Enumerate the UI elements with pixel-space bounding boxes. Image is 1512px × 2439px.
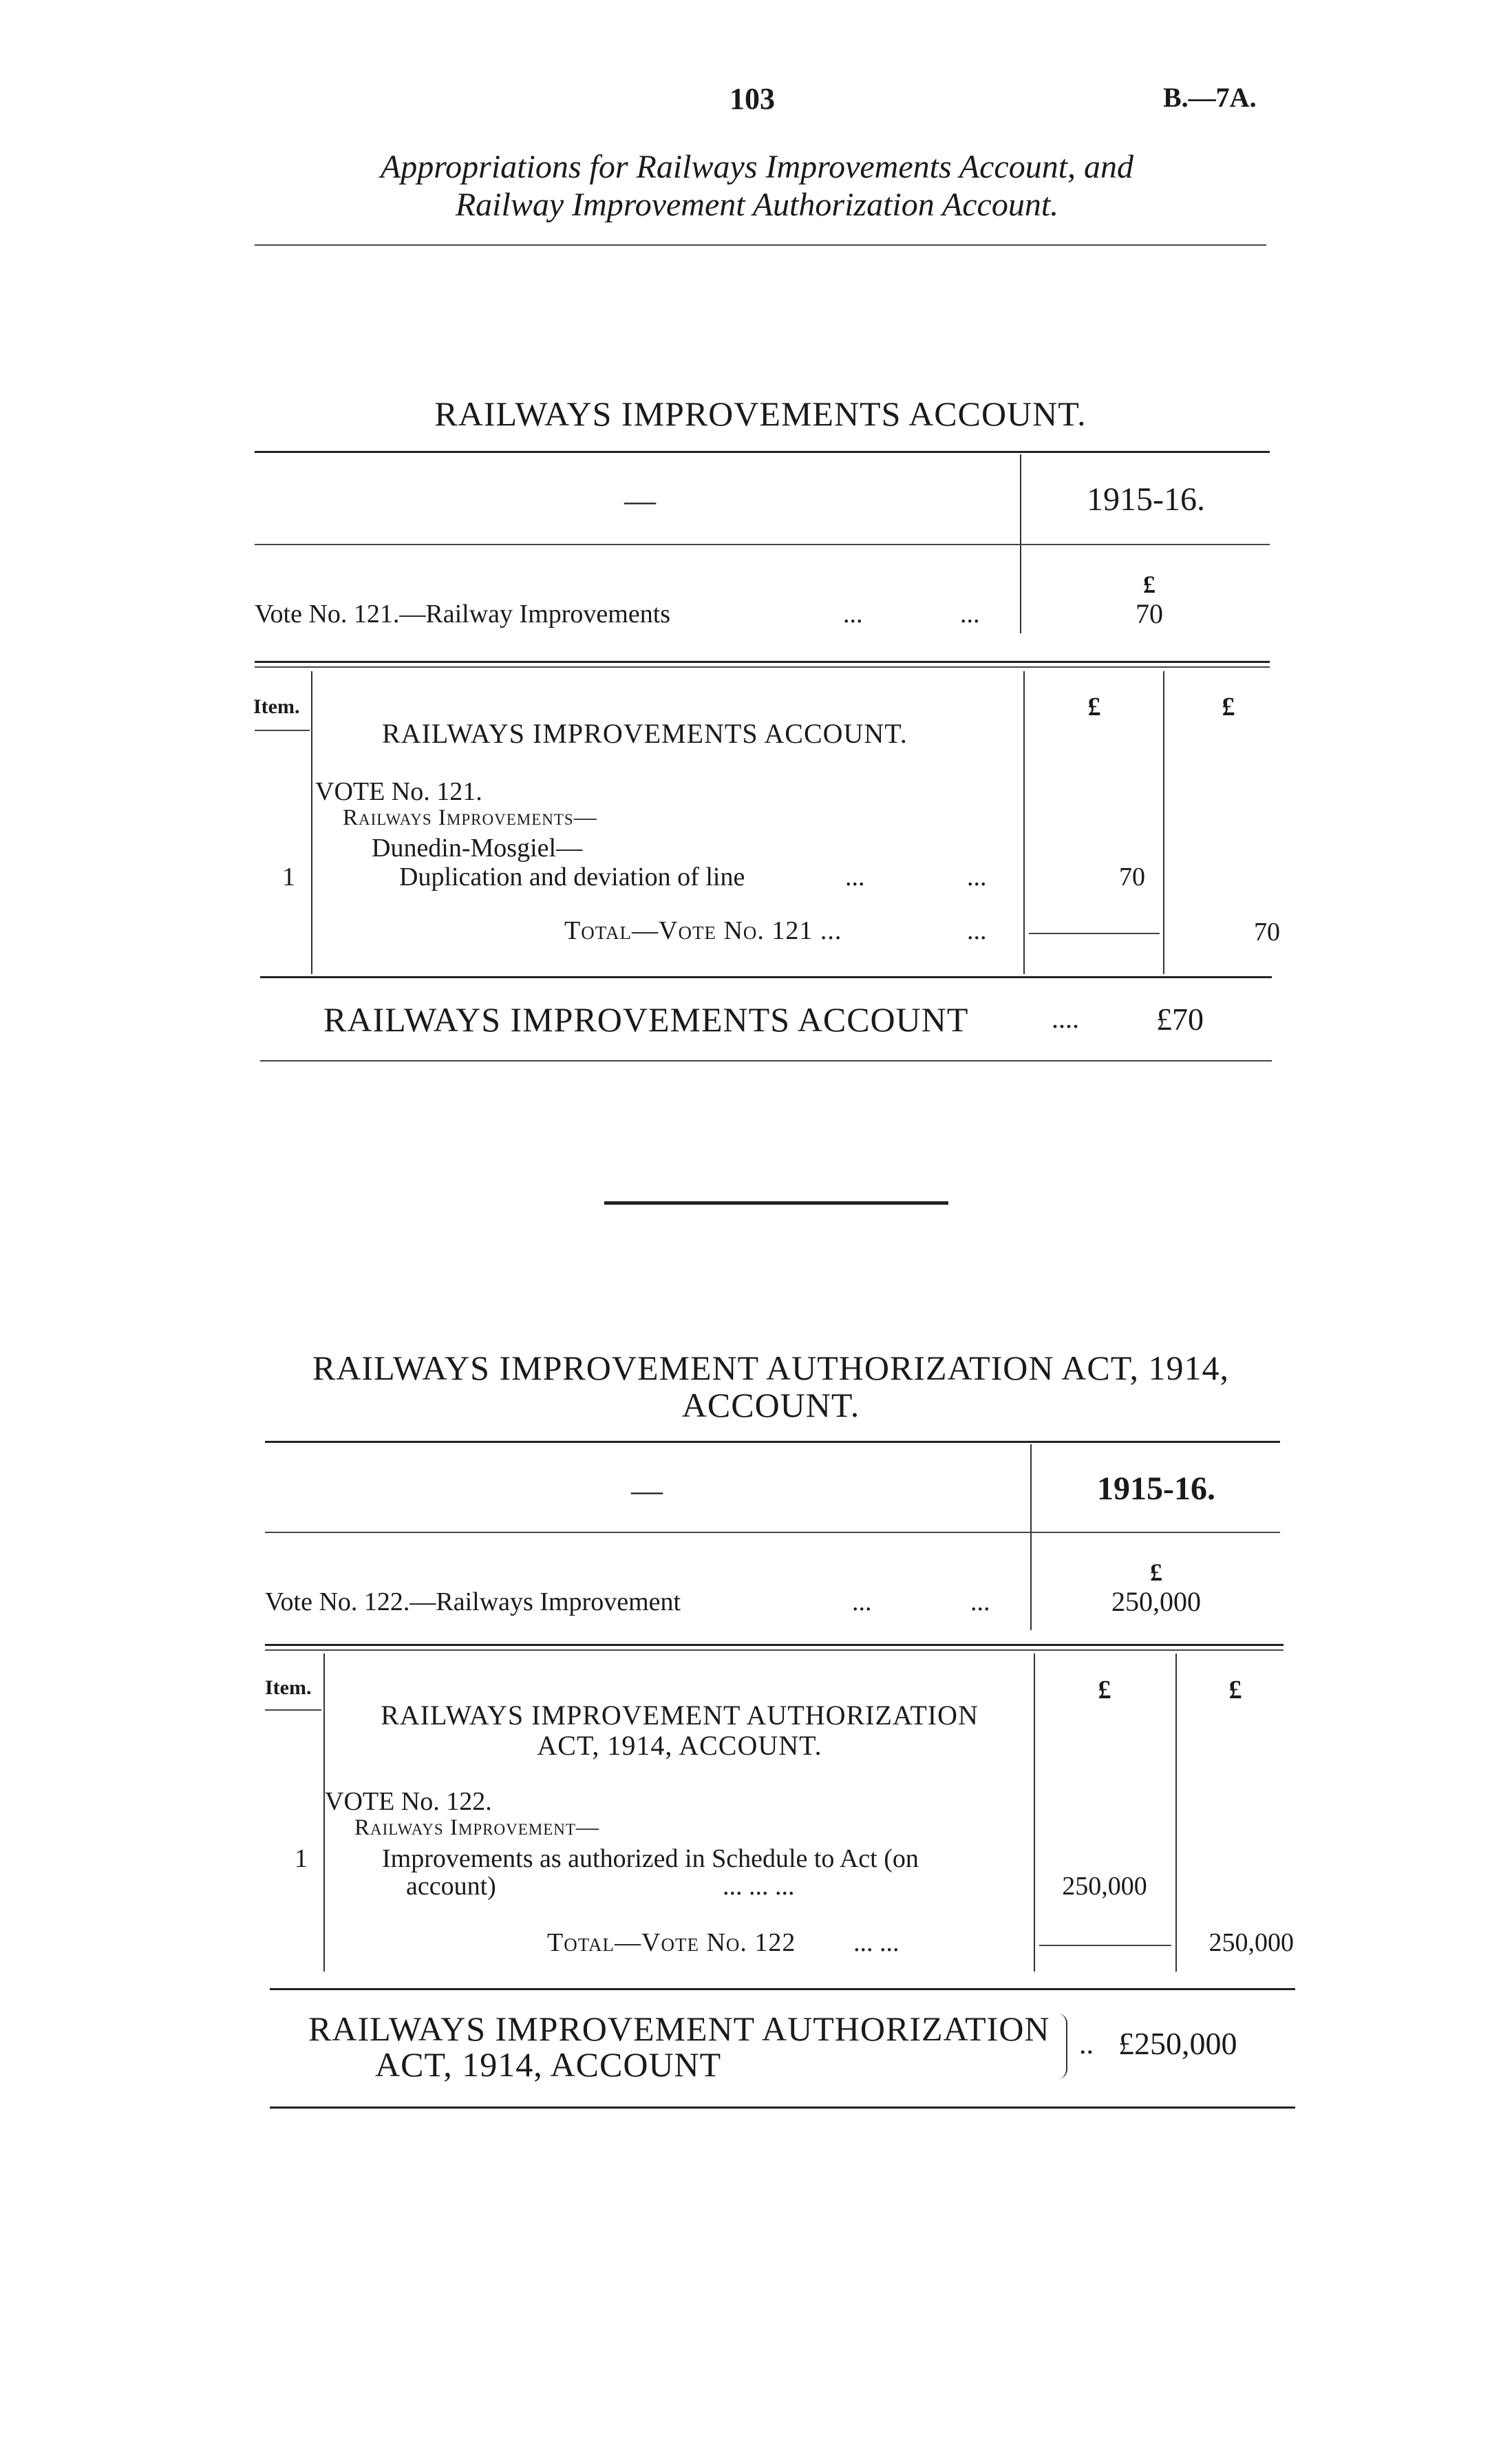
section2-item-description-line1: Improvements as authorized in Schedule to Act (on [382, 1844, 919, 1873]
section1-item-value: 70 [1119, 863, 1145, 891]
section1-total-label: Total—Vote No. 121 ... [564, 916, 842, 945]
section1-summary-year: 1915-16. [1087, 481, 1205, 518]
section2-amount-column-rule-2 [1175, 1654, 1177, 1972]
section1-summary-value: 70 [1136, 598, 1163, 629]
section1-place: Dunedin-Mosgiel— [372, 834, 583, 863]
section1-summary-top-rule [255, 451, 1270, 453]
section2-heading-line2: ACCOUNT. [681, 1386, 860, 1424]
section2-pound-col2: £ [1228, 1676, 1242, 1704]
section2-vote-title: VOTE No. 122. [325, 1787, 492, 1816]
section2-summary-year: 1915-16. [1097, 1470, 1215, 1507]
section2-footer-label-line1: RAILWAYS IMPROVEMENT AUTHORIZATION [308, 2009, 1050, 2048]
section2-summary-header-rule [265, 1532, 1280, 1533]
section2-item-header-underline [265, 1709, 321, 1711]
section2-footer-top-rule [270, 1988, 1295, 1990]
section1-amount-column-rule-2 [1163, 671, 1164, 974]
section1-amount-column-rule-1 [1023, 671, 1025, 974]
section2-total-label: Total—Vote No. 122 [547, 1928, 796, 1957]
section1-summary-header-rule [255, 544, 1270, 545]
section1-heading: RAILWAYS IMPROVEMENTS ACCOUNT. [434, 394, 1087, 433]
section1-item-description: Duplication and deviation of line [399, 863, 745, 891]
document-reference: B.—7A. [1163, 82, 1257, 113]
section1-pound-col1: £ [1087, 693, 1101, 721]
section2-detail-account-title-line1: RAILWAYS IMPROVEMENT AUTHORIZATION [381, 1700, 979, 1731]
section2-summary-dots2: ... [970, 1587, 990, 1616]
section1-summary-dots1: ... [843, 600, 863, 629]
section2-item-number: 1 [295, 1844, 308, 1873]
section1-total-rule [1029, 933, 1160, 934]
section2-total-value: 250,000 [1208, 1928, 1294, 1957]
section1-detail-top-rule-2 [255, 666, 1270, 668]
section1-item-number: 1 [282, 863, 295, 891]
section2-item-dots: ... ... ... [723, 1872, 795, 1901]
section1-item-column-rule [311, 671, 312, 974]
section1-footer-value: £70 [1156, 1002, 1204, 1037]
section1-footer-dots: .... [1052, 1003, 1079, 1034]
section2-summary-row-label: Vote No. 122.—Railways Improvement [265, 1587, 681, 1616]
section2-footer-bottom-rule [270, 2107, 1295, 2109]
section2-summary-dots1: ... [852, 1587, 872, 1616]
section1-footer-top-rule [260, 976, 1272, 978]
section2-summary-top-rule [265, 1441, 1280, 1443]
section2-footer-dots: .. [1079, 2029, 1094, 2060]
section2-footer-label-line2: ACT, 1914, ACCOUNT [375, 2045, 722, 2084]
section2-total-dots: ... ... [853, 1928, 899, 1957]
section2-item-value: 250,000 [1062, 1872, 1147, 1901]
section2-item-header: Item. [265, 1676, 312, 1699]
section2-footer-value: £250,000 [1118, 2026, 1237, 2061]
section1-item-dots2: ... [967, 863, 987, 891]
section1-footer-label: RAILWAYS IMPROVEMENTS ACCOUNT [323, 1000, 969, 1039]
section2-heading-line1: RAILWAYS IMPROVEMENT AUTHORIZATION ACT, 1914, [312, 1349, 1230, 1387]
section2-footer-brace [1056, 2014, 1067, 2079]
section1-summary-dash: — [624, 483, 656, 518]
section2-subhead: Railways Improvement— [354, 1815, 599, 1840]
section2-summary-pound-sign: £ [1150, 1559, 1162, 1586]
section1-detail-top-rule [255, 661, 1270, 663]
section1-total-dots: ... [967, 916, 987, 945]
section1-summary-pound-sign: £ [1143, 571, 1156, 598]
section1-vote-title: VOTE No. 121. [315, 777, 482, 806]
header-divider [255, 244, 1266, 246]
section2-amount-column-rule-1 [1034, 1654, 1035, 1972]
section1-total-value: 70 [1254, 918, 1280, 947]
section2-total-rule [1039, 1945, 1171, 1946]
section1-subhead: Railways Improvements— [343, 805, 597, 830]
section1-summary-row-label: Vote No. 121.—Railway Improvements [255, 600, 671, 629]
section-separator [604, 1201, 948, 1205]
section2-detail-account-title-line2: ACT, 1914, ACCOUNT. [537, 1730, 822, 1761]
page-title-line2: Railway Improvement Authorization Account. [455, 187, 1059, 223]
section2-summary-dash: — [631, 1472, 663, 1508]
section2-summary-column-rule [1030, 1444, 1032, 1630]
section1-summary-dots2: ... [960, 600, 980, 629]
section2-pound-col1: £ [1098, 1676, 1111, 1704]
section1-footer-bottom-rule [260, 1060, 1272, 1062]
section2-summary-value: 250,000 [1111, 1586, 1201, 1617]
section1-pound-col2: £ [1222, 693, 1235, 721]
section2-item-description-line2: account) [406, 1872, 496, 1901]
page-number: 103 [730, 82, 775, 116]
section1-item-header: Item. [253, 695, 300, 718]
section1-item-dots1: ... [845, 863, 865, 891]
section2-detail-top-rule [265, 1644, 1284, 1646]
page-title-line1: Appropriations for Railways Improvements Account, and [380, 149, 1134, 185]
section1-item-header-underline [255, 730, 310, 731]
section1-detail-account-title: RAILWAYS IMPROVEMENTS ACCOUNT. [382, 718, 908, 749]
section2-detail-top-rule-2 [265, 1649, 1284, 1651]
